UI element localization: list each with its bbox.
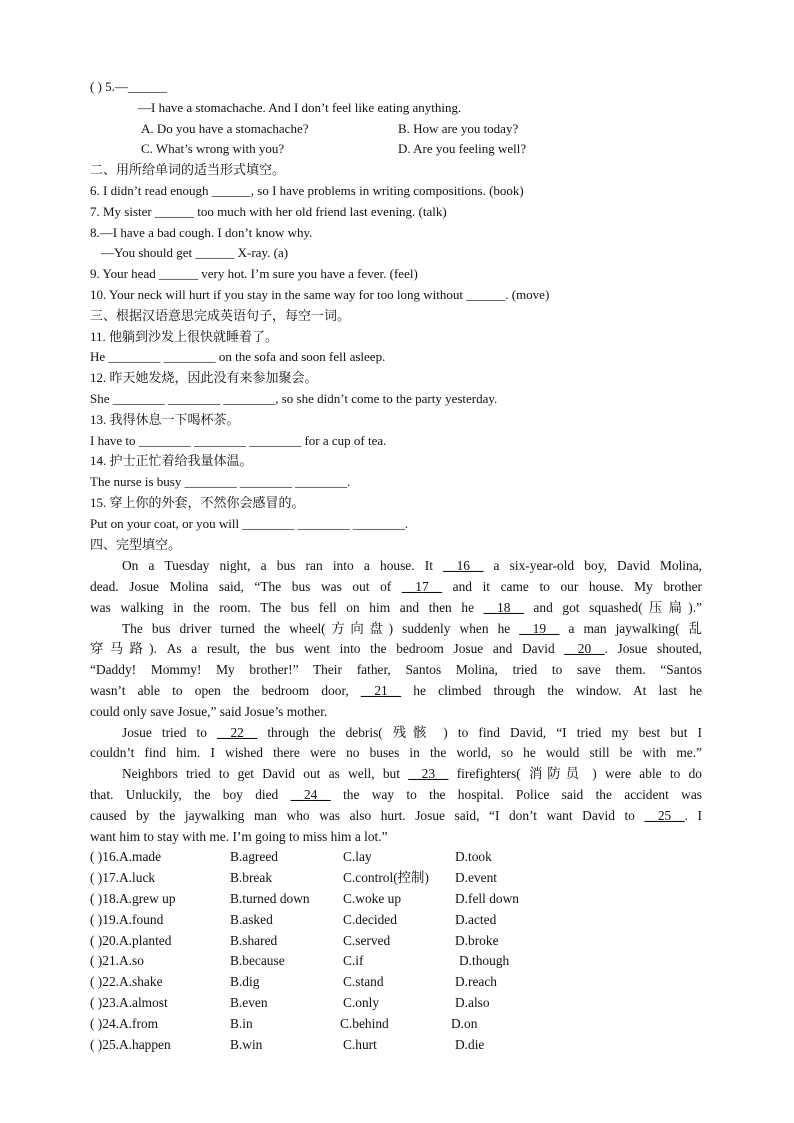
choice-b: B.turned down — [230, 891, 310, 906]
passage-line: couldn’t find him. I wished there were no buses in the world, so he would still be with me.” — [90, 745, 702, 760]
choice-d: D.took — [455, 849, 492, 864]
section4-heading: 四、完型填空。 — [90, 537, 182, 552]
passage-line: dead. Josue Molina said, “The bus was out of __17__ and it came to our house. My brother — [90, 579, 702, 594]
passage-line: On a Tuesday night, a bus ran into a house. It __16__ a six-year-old boy, David Molina, — [122, 558, 703, 573]
blank-16: __16__ — [443, 558, 484, 573]
blank-17: __17__ — [401, 579, 443, 594]
choice-c: C.stand — [343, 974, 384, 989]
choice-number: ( )25.A.happen — [90, 1037, 171, 1052]
passage-line: “Daddy! Mommy! My brother!” Their father, Santos Molina, tried to save them. “Santos — [90, 662, 702, 677]
choice-number: ( )19.A.found — [90, 912, 164, 927]
choice-c: C.only — [343, 995, 380, 1010]
choice-c: C.served — [343, 933, 391, 948]
choice-c: C.lay — [343, 849, 372, 864]
choice-b: B.shared — [230, 933, 278, 948]
choice-b: B.break — [230, 870, 273, 885]
passage-line: want him to stay with me. I’m going to miss him a lot.” — [90, 829, 388, 844]
choice-d: D.fell down — [455, 891, 519, 906]
choice-d: D.on — [451, 1016, 478, 1031]
question-item: 15. 穿上你的外套，不然你会感冒的。 — [90, 495, 305, 510]
choice-number: ( )17.A.luck — [90, 870, 156, 885]
question-item: The nurse is busy ________ ________ ________. — [90, 474, 351, 489]
section2-heading: 二、用所给单词的适当形式填空。 — [90, 162, 286, 177]
choice-b: B.because — [230, 953, 285, 968]
choice-c: C.decided — [343, 912, 397, 927]
choice-number: ( )24.A.from — [90, 1016, 159, 1031]
blank-19: __19__ — [519, 621, 560, 636]
passage-line: Neighbors tried to get David out as well, but __23__ firefighters( 消防员 ) were able to do — [122, 766, 703, 781]
question-item: 10. Your neck will hurt if you stay in the same way for too long without ______. (move) — [90, 287, 550, 302]
q5-option-c: C. What’s wrong with you? — [141, 141, 285, 156]
question-item: 14. 护士正忙着给我量体温。 — [90, 453, 253, 468]
question-item: Put on your coat, or you will ________ ________ ________. — [90, 516, 409, 531]
passage-line: that. Unluckily, the boy died __24__ the way to the hospital. Police said the accident was — [90, 787, 702, 802]
choice-number: ( )16.A.made — [90, 849, 162, 864]
q5-answer-line: —I have a stomachache. And I don’t feel like eating anything. — [138, 100, 462, 115]
choice-c: C.if — [343, 953, 364, 968]
question-item: 7. My sister ______ too much with her old friend last evening. (talk) — [90, 204, 447, 219]
passage-line: The bus driver turned the wheel(方向盘) suddenly when he __19__ a man jaywalking( 乱 — [122, 621, 702, 636]
blank-24: __24__ — [290, 787, 331, 802]
question-item: I have to ________ ________ ________ for a cup of tea. — [90, 433, 387, 448]
choice-number: ( )20.A.planted — [90, 933, 172, 948]
question-item: 8.—I have a bad cough. I don’t know why. — [90, 225, 313, 240]
blank-18: __18__ — [483, 600, 524, 615]
choice-c: C.control(控制) — [343, 870, 429, 885]
choice-d: D.though — [459, 953, 510, 968]
choice-d: D.also — [455, 995, 490, 1010]
passage-line: was walking in the room. The bus fell on him and then he __18__ and got squashed(压扁).” — [90, 600, 702, 615]
question-item: 12. 昨天她发烧，因此没有来参加聚会。 — [90, 370, 318, 385]
choice-d: D.broke — [455, 933, 499, 948]
q5-option-a: A. Do you have a stomachache? — [141, 121, 309, 136]
choice-c: C.behind — [340, 1016, 389, 1031]
blank-23: __23__ — [408, 766, 449, 781]
question-item: 6. I didn’t read enough ______, so I have problems in writing compositions. (book) — [90, 183, 524, 198]
q5-option-d: D. Are you feeling well? — [398, 141, 527, 156]
choice-c: C.woke up — [343, 891, 402, 906]
choice-c: C.hurt — [343, 1037, 377, 1052]
choice-b: B.agreed — [230, 849, 278, 864]
passage-line: Josue tried to __22__ through the debris( 残骸 ) to find David, “I tried my best but I — [122, 725, 702, 740]
blank-22: __22__ — [217, 725, 258, 740]
choice-number: ( )23.A.almost — [90, 995, 168, 1010]
choice-b: B.win — [230, 1037, 263, 1052]
blank-20: __20__ — [564, 641, 605, 656]
question-item: 9. Your head ______ very hot. I’m sure you have a fever. (feel) — [90, 266, 418, 281]
question-item: She ________ ________ ________, so she didn’t come to the party yesterday. — [90, 391, 498, 406]
choice-d: D.die — [455, 1037, 485, 1052]
passage-line: could only save Josue,” said Josue’s mother. — [90, 704, 328, 719]
choice-b: B.asked — [230, 912, 273, 927]
choice-d: D.acted — [455, 912, 497, 927]
section3-heading: 三、根据汉语意思完成英语句子，每空一词。 — [90, 308, 351, 323]
choice-number: ( )21.A.so — [90, 953, 144, 968]
choice-number: ( )18.A.grew up — [90, 891, 176, 906]
q5-stem: ( ) 5.—______ — [90, 79, 167, 94]
question-item: 13. 我得休息一下喝杯茶。 — [90, 412, 240, 427]
choice-b: B.in — [230, 1016, 253, 1031]
question-item: 11. 他躺到沙发上很快就睡着了。 — [90, 329, 279, 344]
question-item: —You should get ______ X-ray. (a) — [101, 245, 289, 260]
choice-d: D.event — [455, 870, 498, 885]
passage-line: wasn’t able to open the bedroom door, __21__ he climbed through the window. At last he — [90, 683, 702, 698]
choice-b: B.even — [230, 995, 268, 1010]
blank-25: __25__ — [644, 808, 685, 823]
passage-line: 穿马路). As a result, the bus went into the bedroom Josue and David __20__. Josue shouted, — [90, 641, 703, 656]
choice-b: B.dig — [230, 974, 260, 989]
passage-line: caused by the jaywalking man who was also hurt. Josue said, “I don’t want David to __25__. I — [90, 808, 702, 823]
question-item: He ________ ________ on the sofa and soon fell asleep. — [90, 349, 386, 364]
choice-number: ( )22.A.shake — [90, 974, 163, 989]
choice-d: D.reach — [455, 974, 498, 989]
blank-21: __21__ — [360, 683, 402, 698]
q5-option-b: B. How are you today? — [398, 121, 519, 136]
